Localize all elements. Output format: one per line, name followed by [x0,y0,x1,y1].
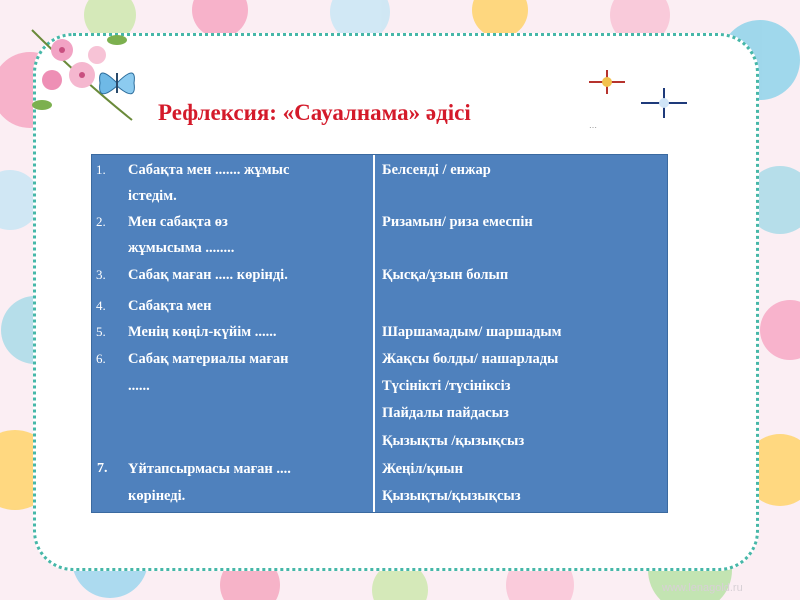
left-cell: жұмысыма ........ [128,240,235,256]
left-cell: Сабақ материалы маған [128,351,289,367]
title-mark: … [589,121,597,130]
watermark: www.lenagold.ru [662,582,743,594]
right-cell: Қызықты /қызықсыз [382,433,525,449]
row-number: 2. [96,214,106,229]
column-divider [373,155,375,512]
row-number: 1. [96,162,106,177]
butterfly-icon [92,58,142,108]
left-cell: Сабақта мен ....... жұмыс [128,162,290,178]
right-cell: Пайдалы пайдасыз [382,405,509,421]
right-cell: Жақсы болды/ нашарлады [382,351,559,367]
left-cell: Үйтапсырмасы маған .... [128,461,291,477]
right-cell: Белсенді / енжар [382,162,491,178]
left-cell: Сабақ маған ..... көрінді. [128,267,288,283]
left-cell: Мен сабақта өз [128,214,228,230]
row-number: 7. [97,461,108,476]
right-cell: Қызықты/қызықсыз [382,488,521,504]
left-cell: Сабақта мен [128,298,212,314]
sparkle-icon [589,70,625,94]
row-number: 4. [96,298,106,313]
right-cell: Жеңіл/қиын [382,461,463,477]
row-number: 5. [96,324,106,339]
left-cell: көрінеді. [128,488,186,504]
row-number: 6. [96,351,106,366]
sparkle-icon [641,88,687,118]
right-cell: Шаршамадым/ шаршадым [382,324,562,340]
row-number: 3. [96,267,106,282]
right-cell: Түсінікті /түсініксіз [382,378,511,394]
slide-title: Рефлексия: «Сауалнама» әдісі [158,100,471,125]
survey-table [91,154,668,513]
left-cell: ...... [128,378,150,394]
left-cell: Менің көңіл-күйім ...... [128,324,277,340]
right-cell: Ризамын/ риза емеспін [382,214,533,230]
left-cell: істедім. [128,188,177,204]
right-cell: Қысқа/ұзын болып [382,267,509,283]
